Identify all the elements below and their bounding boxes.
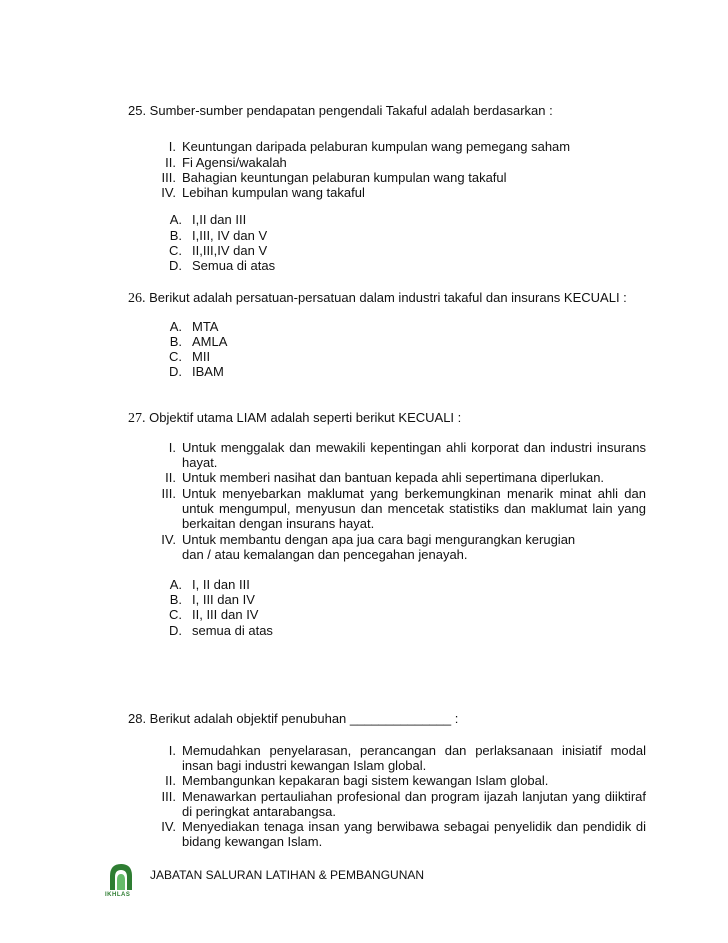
q27-option-d: D. semua di atas: [169, 623, 273, 638]
ikhlas-logo: [107, 860, 135, 900]
q26-option-a: A. MTA: [169, 319, 219, 334]
q25-option-c: C. II,III,IV dan V: [169, 243, 268, 258]
footer-department: JABATAN SALURAN LATIHAN & PEMBANGUNAN: [150, 868, 425, 882]
q25-option-d: D. Semua di atas: [169, 258, 276, 273]
q27-option-c: C. II, III dan IV: [169, 607, 259, 622]
q25-option-b: B. I,III, IV dan V: [169, 228, 268, 243]
q26-option-c: C. MII: [169, 349, 211, 364]
question-25-stem: 25. Sumber-sumber pendapatan pengendali Takaful adalah berdasarkan :: [128, 103, 553, 118]
q27-option-a: A. I, II dan III: [169, 577, 250, 592]
ikhlas-logo-text: IKHLAS: [105, 892, 131, 898]
q27-option-b: B. I, III dan IV: [169, 592, 255, 607]
question-26-stem: 26. Berikut adalah persatuan-persatuan dalam industri takaful dan insurans KECUALI :: [128, 290, 627, 306]
question-28-stem: 28. Berikut adalah objektif penubuhan ______________ :: [128, 711, 459, 726]
q26-option-d: D. IBAM: [169, 364, 224, 379]
q25-option-a: A. I,II dan III: [169, 212, 247, 227]
q26-option-b: B. AMLA: [169, 334, 228, 349]
question-27-stem: 27. Objektif utama LIAM adalah seperti berikut KECUALI :: [128, 410, 462, 426]
